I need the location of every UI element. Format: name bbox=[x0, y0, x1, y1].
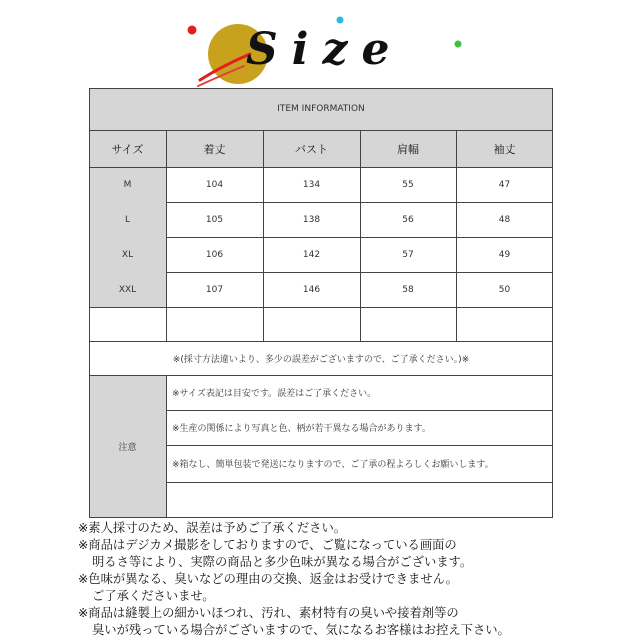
row-xxl-size: XXL bbox=[118, 284, 137, 295]
row-xxl-shoulder: 58 bbox=[402, 284, 414, 295]
row-xl-shoulder: 57 bbox=[402, 249, 414, 260]
row-m-length: 104 bbox=[205, 179, 224, 190]
measure-note: ※(採寸方法違いより、多少の誤差がございますので、ご了承ください。)※ bbox=[172, 354, 470, 365]
footnote-line: 明るさ等により、実際の商品と多少色味が異なる場合がございます。 bbox=[92, 555, 473, 569]
grid-line bbox=[89, 517, 553, 518]
grid-line bbox=[166, 410, 553, 411]
grid-line bbox=[456, 130, 457, 341]
header-bust: バスト bbox=[263, 130, 360, 167]
grid-line bbox=[89, 167, 553, 168]
caution-item-3: ※箱なし、簡単包装で発送になりますので、ご了承の程よろしくお願いします。 bbox=[172, 460, 494, 470]
row-xxl-sleeve: 50 bbox=[498, 284, 511, 295]
row-xl-bust: 142 bbox=[302, 249, 321, 260]
row-m-size: M bbox=[123, 179, 132, 190]
footnote-line: ※素人採寸のため、誤差は予めご了承ください。 bbox=[78, 521, 347, 535]
grid-line bbox=[552, 88, 553, 518]
footnote-line: ※商品は縫製上の細かいほつれ、汚れ、素材特有の臭いや接着剤等の bbox=[78, 606, 459, 620]
row-xl-sleeve: 49 bbox=[498, 249, 511, 260]
footnotes bbox=[78, 520, 638, 639]
row-l-shoulder: 56 bbox=[402, 214, 414, 225]
row-l-size: L bbox=[124, 214, 130, 225]
row-xxl-bust: 146 bbox=[302, 284, 321, 295]
row-xl-length: 106 bbox=[205, 249, 224, 260]
logo-title: Size bbox=[246, 24, 404, 75]
grid-line bbox=[89, 88, 90, 518]
header-size: サイズ bbox=[89, 130, 166, 167]
footnote-line: ご了承くださいませ。 bbox=[92, 589, 215, 603]
header-sleeve: 袖丈 bbox=[456, 130, 553, 167]
grid-line bbox=[89, 130, 553, 131]
caution-label: 注意 bbox=[89, 375, 166, 517]
header-shoulder: 肩幅 bbox=[360, 130, 456, 167]
grid-line bbox=[166, 375, 167, 518]
row-m-bust: 134 bbox=[302, 179, 321, 190]
grid-line bbox=[89, 88, 553, 89]
row-l-sleeve: 48 bbox=[498, 214, 511, 225]
size-logo bbox=[180, 10, 470, 90]
grid-line bbox=[166, 130, 167, 341]
row-m-sleeve: 47 bbox=[498, 179, 511, 190]
grid-line bbox=[89, 341, 553, 342]
header-length: 着丈 bbox=[166, 130, 263, 167]
footnote-line: 臭いが残っている場合がございますので、気になるお客様はお控え下さい。 bbox=[92, 623, 510, 637]
table-title: ITEM INFORMATION bbox=[89, 88, 553, 130]
row-l-bust: 138 bbox=[302, 214, 321, 225]
grid-line bbox=[263, 130, 264, 341]
grid-line bbox=[89, 375, 553, 376]
row-m-shoulder: 55 bbox=[402, 179, 414, 190]
grid-line bbox=[166, 482, 553, 483]
caution-item-1: ※サイズ表記は目安です。誤差はご了承ください。 bbox=[172, 389, 377, 399]
row-xl-size: XL bbox=[121, 249, 134, 260]
row-l-length: 105 bbox=[205, 214, 224, 225]
caution-item-2: ※生産の関係により写真と色、柄が若干異なる場合があります。 bbox=[172, 424, 431, 434]
row-xxl-length: 107 bbox=[205, 284, 224, 295]
grid-line bbox=[360, 130, 361, 341]
footnote-line: ※商品はデジカメ撮影をしておりますので、ご覧になっている画面の bbox=[78, 538, 457, 552]
footnote-line: ※色味が異なる、臭いなどの理由の交換、返金はお受けできません。 bbox=[78, 572, 458, 586]
grid-line bbox=[166, 445, 553, 446]
grid-line bbox=[89, 307, 553, 308]
